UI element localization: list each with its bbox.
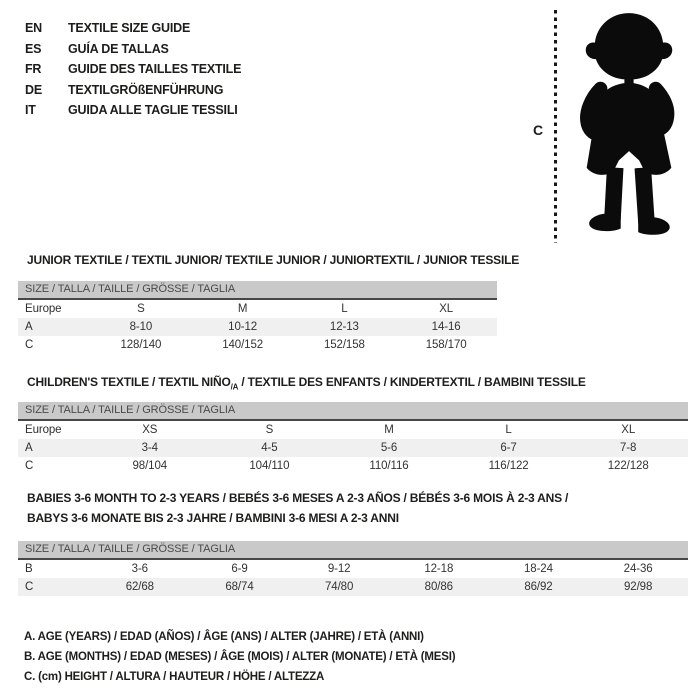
height-cell: 116/122: [488, 460, 529, 472]
childrens-title-pre: CHILDREN'S TEXTILE / TEXTIL NIÑO: [27, 375, 231, 389]
size-cell: L: [341, 303, 348, 315]
language-code: FR: [25, 62, 42, 77]
height-cell: 158/170: [425, 339, 467, 351]
row-label: C: [25, 581, 34, 593]
age-cell: 10-12: [228, 321, 258, 333]
size-cell: XL: [621, 424, 636, 436]
age-cell: 4-5: [261, 442, 278, 454]
babies-size-table: [18, 541, 688, 596]
language-row-it: [25, 100, 241, 121]
footnote-age-months: B. AGE (MONTHS) / EDAD (MESES) / ÂGE (MOIS) / ALTER (MONATE) / ETÀ (MESI): [24, 651, 456, 664]
childrens-section-title: [27, 372, 586, 397]
junior-size-table: [18, 281, 497, 354]
months-cell: 6-9: [231, 563, 248, 575]
language-row-de: [25, 80, 241, 101]
row-label: C: [25, 460, 34, 472]
size-table-header: SIZE / TALLA / TAILLE / GRÖSSE / TAGLIA: [18, 402, 688, 421]
language-code: IT: [25, 103, 36, 118]
size-cell: S: [137, 303, 145, 315]
language-title: GUIDE DES TAILLES TEXTILE: [68, 62, 242, 77]
size-table-header: SIZE / TALLA / TAILLE / GRÖSSE / TAGLIA: [18, 541, 688, 560]
row-label: C: [25, 339, 34, 351]
age-cell: 3-4: [141, 442, 158, 454]
table-row-height: [18, 457, 688, 475]
size-cell: M: [384, 424, 394, 436]
language-code: ES: [25, 41, 42, 56]
childrens-title-post: / TEXTILE DES ENFANTS / KINDERTEXTIL / BAMBINI TESSILE: [238, 375, 586, 389]
height-cell: 68/74: [225, 581, 254, 593]
height-cell: 110/116: [369, 460, 409, 472]
height-cell: 152/158: [323, 339, 365, 351]
age-cell: 14-16: [431, 321, 461, 333]
row-label: B: [25, 563, 33, 575]
height-cell: 74/80: [325, 581, 354, 593]
age-cell: 8-10: [129, 321, 153, 333]
height-cell: 140/152: [222, 339, 264, 351]
size-cell: XL: [439, 303, 454, 315]
age-cell: 5-6: [380, 442, 398, 454]
size-cell: M: [237, 303, 248, 315]
row-label: A: [25, 321, 33, 333]
table-row-height: [18, 336, 497, 354]
months-cell: 3-6: [131, 563, 148, 575]
footnote-height-cm: C. (cm) HEIGHT / ALTURA / HAUTEUR / HÖHE / ALTEZZA: [24, 671, 325, 684]
language-title: GUIDA ALLE TAGLIE TESSILI: [68, 103, 238, 118]
height-cell: 62/68: [125, 581, 154, 593]
junior-section-title: JUNIOR TEXTILE / TEXTIL JUNIOR/ TEXTILE JUNIOR / JUNIORTEXTIL / JUNIOR TESSILE: [27, 253, 520, 267]
size-cell: L: [505, 424, 512, 436]
toddler-silhouette-image: [560, 4, 698, 245]
age-cell: 12-13: [329, 321, 359, 333]
babies-section-title: [27, 488, 568, 528]
months-cell: 12-18: [424, 563, 454, 575]
size-cell: S: [265, 424, 274, 436]
row-label: Europe: [25, 424, 62, 436]
babies-title-line2: BABYS 3-6 MONATE BIS 2-3 JAHRE / BAMBINI 3-6 MESI A 2-3 ANNI: [27, 511, 399, 525]
language-code: EN: [25, 21, 42, 36]
height-cell: 104/110: [249, 460, 290, 472]
language-title: TEXTILE SIZE GUIDE: [68, 21, 191, 36]
language-row-es: [25, 39, 241, 60]
height-measure-label: C: [533, 122, 544, 138]
table-row-age: [18, 439, 688, 457]
table-row-age: [18, 318, 497, 336]
height-cell: 80/86: [424, 581, 453, 593]
age-cell: 6-7: [500, 442, 517, 454]
language-row-en: [25, 18, 241, 39]
height-cell: 128/140: [120, 339, 162, 351]
months-cell: 24-36: [623, 563, 653, 575]
table-row-months: [18, 560, 688, 578]
size-table-header: SIZE / TALLA / TAILLE / GRÖSSE / TAGLIA: [18, 281, 497, 300]
row-label: Europe: [25, 303, 62, 315]
months-cell: 9-12: [327, 563, 351, 575]
legend-footnotes: [24, 627, 455, 688]
childrens-size-table: [18, 402, 688, 475]
height-measure-dashed-line: [554, 10, 557, 243]
row-label: A: [25, 442, 33, 454]
age-cell: 7-8: [620, 442, 637, 454]
height-cell: 98/104: [132, 460, 168, 472]
footnote-age-years: A. AGE (YEARS) / EDAD (AÑOS) / ÂGE (ANS) / ALTER (JAHRE) / ETÀ (ANNI): [24, 631, 424, 643]
babies-title-line1: BABIES 3-6 MONTH TO 2-3 YEARS / BEBÉS 3-6 MESES A 2-3 AÑOS / BÉBÉS 3-6 MOIS À 2-3 ANS /: [27, 491, 569, 505]
size-cell: XS: [142, 424, 158, 436]
childrens-title-sub: /A: [230, 382, 239, 392]
table-row-europe: [18, 421, 688, 439]
language-code: DE: [25, 82, 42, 97]
height-cell: 86/92: [524, 581, 553, 593]
language-title: GUÍA DE TALLAS: [68, 41, 169, 56]
height-cell: 92/98: [624, 581, 653, 593]
height-cell: 122/128: [607, 460, 649, 472]
language-row-fr: [25, 59, 241, 80]
months-cell: 18-24: [523, 563, 553, 575]
language-title: TEXTILGRÖßENFÜHRUNG: [68, 82, 224, 97]
table-row-height: [18, 578, 688, 596]
language-list: [25, 18, 241, 121]
table-row-europe: [18, 300, 497, 318]
